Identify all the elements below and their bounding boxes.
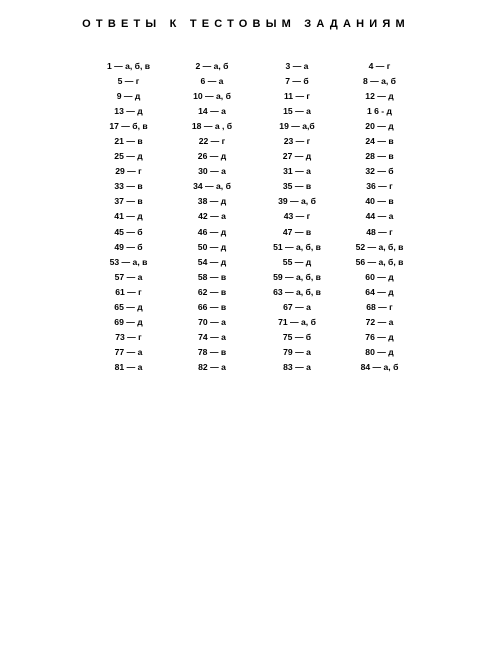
answer-item: 53 — а, в (109, 256, 148, 267)
answer-item: 80 — д (365, 346, 394, 357)
answer-item: 52 — а, б, в (355, 241, 404, 252)
answer-item: 75 — б (282, 331, 312, 342)
answer-item: 57 — а (114, 271, 143, 282)
answer-item: 42 — а (198, 211, 226, 222)
answer-item: 4 — г (368, 61, 391, 71)
answer-item: 56 — а, б, в (355, 256, 404, 267)
answer-item: 14 — а (198, 106, 226, 117)
answer-item: 15 — а (283, 106, 311, 117)
answer-item: 21 — в (114, 136, 143, 147)
answer-item: 32 — б (365, 166, 394, 177)
answer-item: 60 — д (365, 271, 394, 282)
answer-item: 34 — а, б (193, 181, 231, 192)
answer-item: 51 — а, б, в (273, 241, 321, 252)
answer-item: 7 — б (285, 76, 309, 87)
answer-item: 45 — б (114, 226, 143, 237)
answer-item: 82 — а (198, 361, 226, 372)
answer-item: 40 — в (365, 196, 394, 207)
answer-item: 13 — д (114, 106, 143, 117)
answer-item: 1 6 - д (366, 106, 393, 117)
answer-item: 41 — д (114, 211, 143, 222)
answer-item: 8 — а, б (362, 76, 396, 87)
answer-item: 39 — а, б (278, 196, 316, 207)
answer-item: 23 — г (283, 136, 311, 147)
answer-item: 35 — в (282, 181, 312, 192)
answer-item: 64 — д (365, 286, 394, 297)
answer-item: 50 — д (197, 241, 227, 252)
answer-item: 78 — в (197, 346, 227, 357)
answer-item: 5 — г (117, 76, 140, 87)
answer-item: 24 — в (365, 136, 394, 147)
answer-item: 71 — а, б (278, 316, 316, 327)
page-title: ОТВЕТЫ К ТЕСТОВЫМ ЗАДАНИЯМ (82, 18, 410, 30)
answer-item: 36 — г (366, 181, 393, 192)
answer-item: 69 — д (114, 316, 143, 327)
answer-item: 9 — д (116, 91, 141, 102)
answer-item: 70 — а (198, 316, 226, 327)
answer-item: 46 — д (197, 226, 227, 237)
answer-item: 27 — д (282, 151, 312, 162)
answers-grid (86, 59, 418, 375)
answer-item: 73 — г (115, 331, 142, 342)
answer-item: 17 — б, в (109, 121, 148, 132)
answer-item: 65 — д (114, 301, 143, 312)
answer-item: 67 — а (283, 301, 311, 312)
answer-item: 68 — г (366, 301, 393, 312)
answer-item: 22 — г (198, 136, 226, 147)
answer-item: 10 — а, б (193, 91, 231, 102)
answer-item: 55 — д (282, 256, 312, 267)
answer-item: 63 — а, б, в (273, 286, 321, 297)
answer-item: 28 — в (365, 151, 394, 162)
answer-item: 44 — а (365, 211, 394, 222)
answer-item: 58 — в (197, 271, 227, 282)
answer-item: 76 — д (365, 331, 394, 342)
answer-item: 74 — а (198, 331, 226, 342)
answer-item: 2 — а, б (195, 61, 229, 71)
answer-item: 11 — г (283, 91, 311, 102)
answer-item: 33 — в (114, 181, 143, 192)
answer-item: 30 — а (198, 166, 226, 177)
answer-item: 12 — д (365, 91, 394, 102)
answer-item: 49 — б (114, 241, 143, 252)
answer-item: 37 — в (114, 196, 143, 207)
answer-item: 26 — д (197, 151, 227, 162)
answer-item: 20 — д (365, 121, 394, 132)
answer-item: 83 — а (283, 361, 311, 372)
answer-item: 62 — в (197, 286, 227, 297)
answer-item: 25 — д (114, 151, 143, 162)
answer-item: 81 — а (114, 361, 143, 372)
answer-item: 6 — а (200, 76, 224, 87)
answer-item: 72 — а (365, 316, 394, 327)
answer-item: 54 — д (197, 256, 227, 267)
answer-item: 3 — а (285, 61, 309, 71)
answer-item: 18 — а , б (191, 121, 233, 132)
answer-item: 84 — а, б (360, 361, 399, 372)
answer-item: 47 — в (282, 226, 312, 237)
answer-item: 77 — а (114, 346, 143, 357)
answer-item: 31 — а (283, 166, 311, 177)
answer-item: 59 — а, б, в (273, 271, 321, 282)
answer-item: 66 — в (197, 301, 227, 312)
answer-item: 79 — а (283, 346, 311, 357)
answer-item: 61 — г (115, 286, 142, 297)
answer-item: 1 — а, б, в (106, 61, 151, 71)
answer-item: 48 — г (366, 226, 393, 237)
answer-item: 38 — д (197, 196, 227, 207)
answer-item: 29 — г (115, 166, 142, 177)
answer-item: 43 — г (283, 211, 311, 222)
answer-item: 19 — а,б (279, 121, 315, 132)
